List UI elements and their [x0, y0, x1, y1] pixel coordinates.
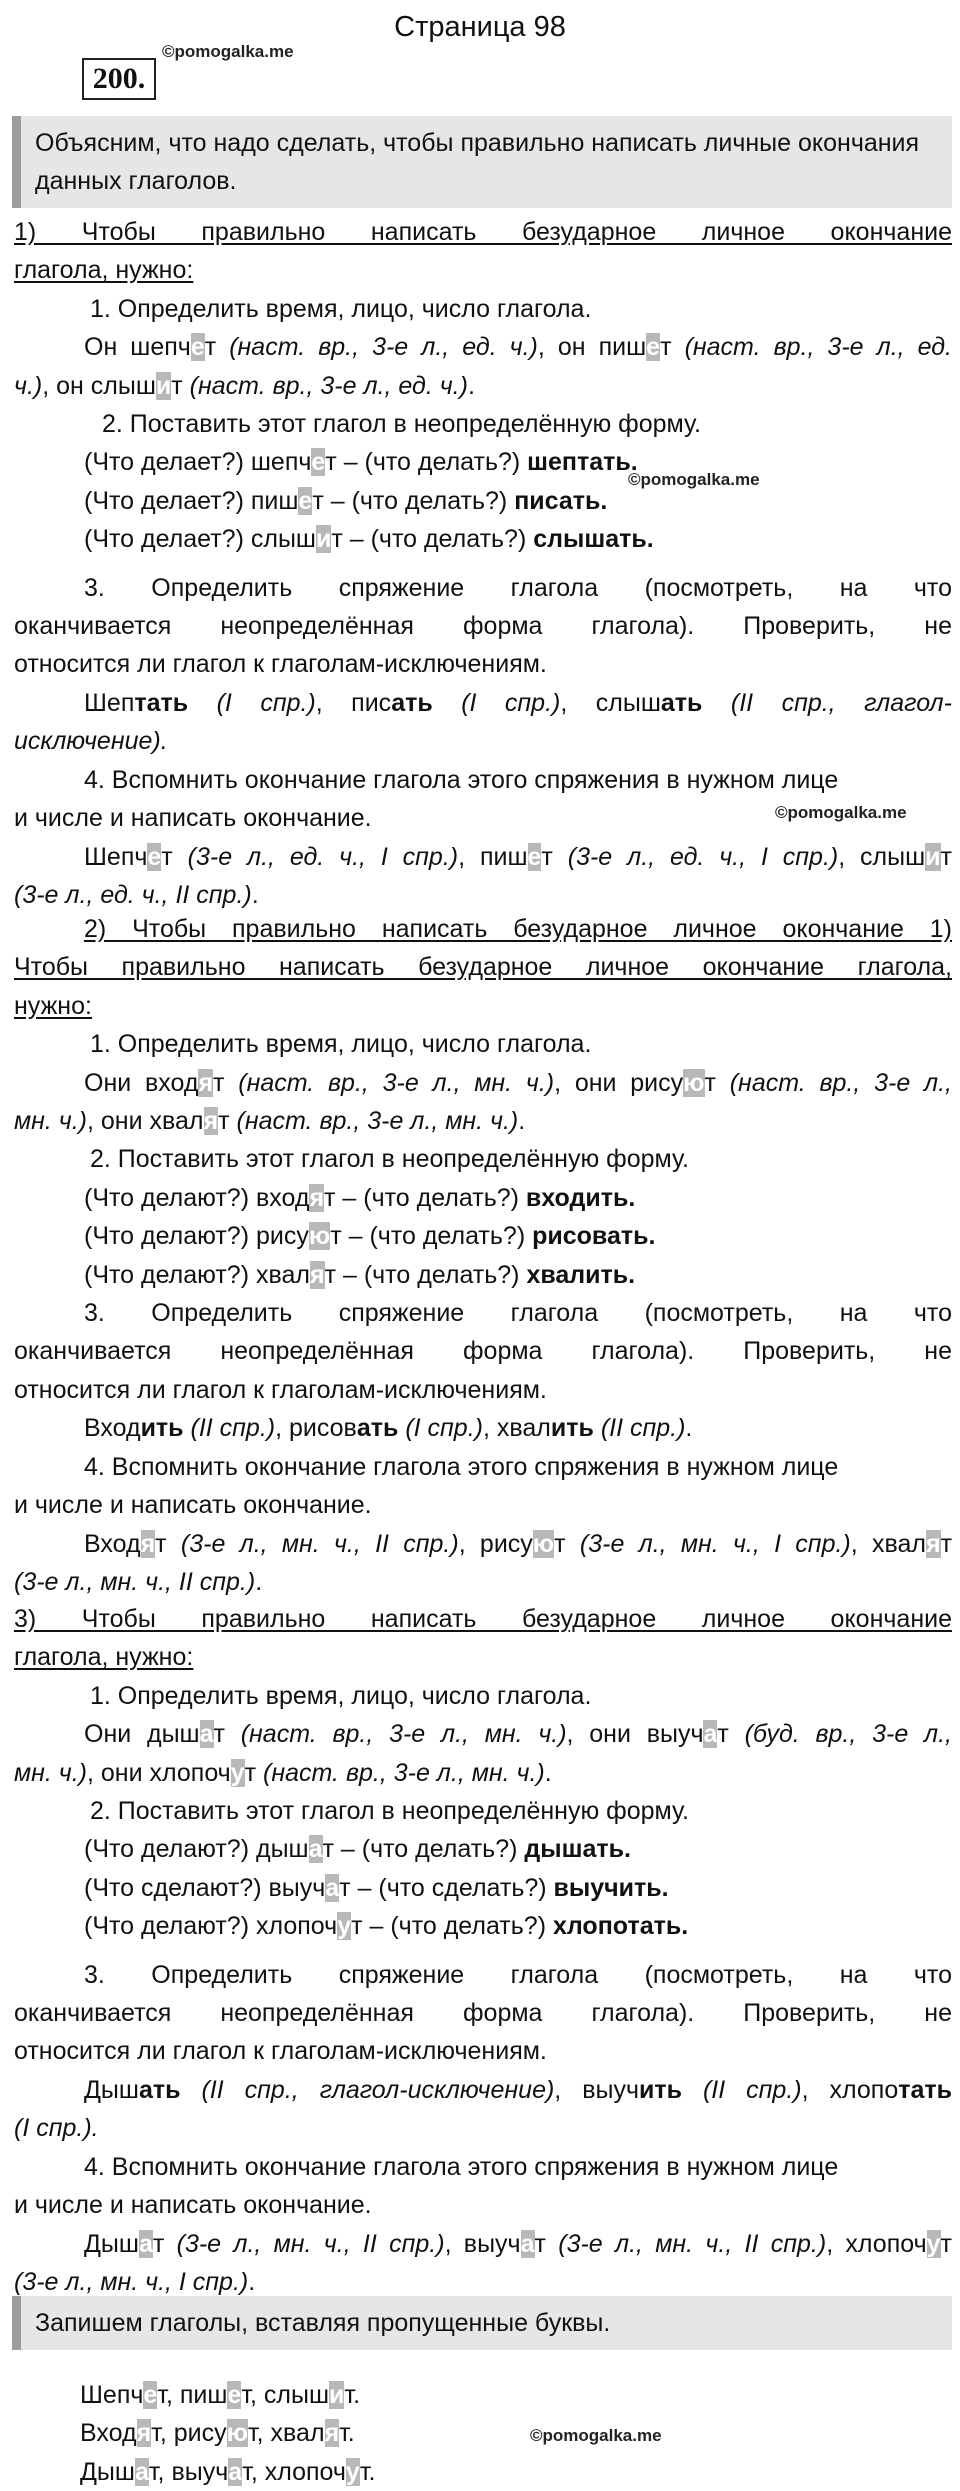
text-segment: Чтобы правильно написать безударное личное окончание глагола,: [14, 953, 952, 982]
text-segment: 3. Определить спряжение глагола (посмотреть, на что: [84, 1299, 952, 1328]
text-line: [14, 1600, 952, 1638]
text-segment: 2. Поставить этот глагол в неопределённую форму.: [90, 1145, 689, 1174]
text-segment: [181, 2076, 202, 2104]
highlighted-letter: е: [147, 842, 162, 871]
highlighted-letter: е: [143, 2381, 158, 2409]
bold-text: ать: [660, 688, 703, 717]
spacer: [14, 1946, 952, 1956]
text-segment: Шеп: [84, 688, 135, 717]
italic-note: (3-е л., мн. ч., II спр.): [558, 2229, 827, 2258]
text-segment: , пис: [315, 688, 392, 717]
bold-text: слышать.: [533, 525, 654, 554]
highlighted-letter: я: [309, 1260, 325, 1289]
text-line: [14, 1956, 952, 1994]
text-line: [14, 290, 952, 328]
text-segment: 3. Определить спряжение глагола (посмотреть, на что: [84, 573, 952, 602]
text-segment: и числе и написать окончание.: [14, 1491, 372, 1520]
final-box-text: Запишем глаголы, вставляя пропущенные буквы.: [35, 2309, 611, 2337]
text-segment: 2. Поставить этот глагол в неопределённую форму.: [90, 1797, 689, 1826]
text-line: [14, 2148, 952, 2186]
watermark: ©pomogalka.me: [162, 42, 294, 61]
text-line: [14, 405, 952, 443]
text-segment: Вход: [84, 1529, 141, 1558]
watermark: ©pomogalka.me: [775, 803, 907, 822]
text-line: [14, 328, 952, 366]
text-segment: (Что делает?) слыш: [84, 525, 316, 554]
text-segment: , они рису: [554, 1068, 684, 1097]
text-line: [14, 1448, 952, 1486]
final-box: [12, 2296, 952, 2350]
highlighted-letter: и: [155, 371, 172, 400]
text-line: [14, 1525, 952, 1563]
text-segment: , пиш: [458, 842, 528, 871]
highlighted-letter: я: [198, 1068, 214, 1097]
text-line: [14, 1102, 952, 1140]
text-segment: оканчивается неопределённая форма глагола). Проверить, не: [14, 1999, 952, 2028]
highlighted-letter: а: [520, 2229, 535, 2258]
text-segment: Вход: [80, 2419, 137, 2448]
text-segment: 3. Определить спряжение глагола (посмотреть, на что: [84, 1960, 952, 1989]
text-segment: Дыш: [84, 2075, 139, 2104]
text-segment: , он слыш: [42, 371, 156, 400]
text-segment: глагола, нужно:: [14, 256, 194, 285]
exercise-number: 200.: [82, 58, 156, 100]
text-segment: [433, 689, 461, 717]
text-line: [14, 2071, 952, 2109]
bold-text: выучить.: [553, 1873, 669, 1902]
bold-text: ать: [356, 1414, 399, 1443]
text-line: [14, 2225, 952, 2263]
text-segment: (Что делает?) шепч: [84, 448, 312, 477]
text-line: [14, 251, 952, 289]
text-segment: (Что делают?) дыш: [84, 1835, 309, 1864]
italic-note: (наст. вр., 3-е л., мн. ч.): [240, 1720, 567, 1749]
highlighted-letter: ю: [683, 1068, 705, 1097]
text-segment: т: [940, 1529, 953, 1558]
text-line: [14, 482, 952, 520]
text-line: [14, 1179, 952, 1217]
italic-note: (наст. вр., 3-е л., мн. ч.): [263, 1758, 545, 1787]
text-segment: .: [255, 1567, 263, 1596]
highlighted-letter: у: [345, 2457, 360, 2486]
highlighted-letter: и: [925, 842, 941, 871]
highlighted-letter: я: [136, 2419, 152, 2448]
text-segment: т: [213, 1720, 241, 1749]
highlighted-letter: и: [315, 525, 332, 554]
text-segment: Дыш: [84, 2229, 139, 2258]
text-line: [14, 910, 952, 948]
text-segment: т – (что делать?): [324, 1260, 527, 1289]
text-segment: (Что делают?) вход: [84, 1183, 310, 1212]
answer-line: [80, 2414, 375, 2452]
text-line: [14, 876, 952, 914]
text-segment: оканчивается неопределённая форма глагола). Проверить, не: [14, 1337, 952, 1366]
highlighted-letter: ю: [308, 1222, 331, 1251]
highlighted-letter: ю: [226, 2419, 248, 2448]
text-segment: , рису: [458, 1529, 533, 1558]
text-segment: т.: [344, 2381, 361, 2409]
text-segment: т.: [359, 2457, 376, 2486]
italic-note: (3-е л., ед. ч., II спр.): [14, 880, 252, 909]
text-segment: .: [467, 371, 475, 400]
highlighted-letter: а: [703, 1720, 718, 1749]
text-line: [14, 645, 952, 683]
text-segment: т: [554, 1529, 580, 1558]
answer-line: [80, 2376, 375, 2414]
text-segment: и числе и написать окончание.: [14, 2191, 372, 2220]
text-segment: и числе и написать окончание.: [14, 804, 372, 833]
italic-note: (3-е л., мн. ч., I спр.): [579, 1529, 851, 1558]
text-segment: [184, 1414, 191, 1442]
italic-note: (наст. вр., 3-е л., мн. ч.): [238, 1068, 555, 1097]
italic-note: (наст. вр., 3-е л.,: [729, 1068, 952, 1097]
text-segment: Они вход: [84, 1068, 199, 1097]
italic-note: (II спр., глагол-: [730, 688, 952, 717]
text-segment: т: [717, 1720, 745, 1749]
italic-note: (II спр.): [600, 1414, 686, 1443]
italic-note: (I спр.).: [14, 2114, 99, 2143]
text-segment: (Что делает?) пиш: [84, 486, 299, 515]
italic-note: (I спр.): [405, 1414, 483, 1443]
text-line: [14, 1409, 952, 1447]
italic-note: (буд. вр., 3-е л.,: [744, 1720, 952, 1749]
text-segment: 2) Чтобы правильно написать безударное личное окончание 1): [84, 915, 952, 943]
watermark: ©pomogalka.me: [628, 470, 760, 489]
text-segment: Он шепч: [84, 333, 191, 362]
italic-note: (наст. вр., 3-е л., ед. ч.): [189, 371, 468, 400]
text-segment: (Что делают?) хлопоч: [84, 1912, 338, 1941]
text-line: [14, 722, 952, 760]
bold-text: ить: [550, 1414, 594, 1443]
text-segment: т: [155, 1529, 181, 1558]
text-segment: т.: [339, 2419, 355, 2448]
text-segment: т: [204, 333, 230, 362]
italic-note: мн. ч.): [14, 1107, 87, 1136]
watermark: ©pomogalka.me: [530, 2426, 662, 2445]
text-segment: , они хвал: [87, 1107, 204, 1136]
text-segment: Дыш: [80, 2457, 135, 2486]
italic-note: (3-е л., ед. ч., I спр.): [567, 842, 839, 871]
highlighted-letter: а: [134, 2457, 149, 2486]
text-line: [14, 1830, 952, 1868]
section-3: [14, 1600, 952, 2301]
section-2: [14, 910, 952, 1601]
text-line: [14, 213, 952, 251]
highlighted-letter: у: [230, 1758, 245, 1787]
text-line: [14, 1217, 952, 1255]
highlighted-letter: а: [228, 2457, 243, 2486]
spacer: [14, 559, 952, 569]
text-segment: т: [940, 842, 952, 871]
italic-note: (3-е л., мн. ч., II спр.): [176, 2229, 445, 2258]
text-segment: [682, 2076, 703, 2104]
bold-text: дышать.: [524, 1835, 631, 1864]
text-segment: т: [704, 1068, 730, 1097]
text-segment: , рисов: [275, 1414, 357, 1443]
text-segment: т – (что делать?): [312, 486, 515, 515]
text-line: [14, 1869, 952, 1907]
text-line: [14, 1792, 952, 1830]
text-segment: т: [244, 1758, 264, 1787]
text-line: [14, 607, 952, 645]
text-line: [14, 838, 952, 876]
bold-text: тать: [134, 688, 189, 717]
highlighted-letter: я: [140, 1529, 156, 1558]
highlighted-letter: я: [203, 1107, 219, 1136]
text-segment: , он пиш: [537, 333, 647, 362]
italic-note: ч.): [14, 371, 43, 400]
italic-note: (II спр., глагол-исключение): [201, 2075, 555, 2104]
text-line: [14, 443, 952, 481]
text-line: [14, 1064, 952, 1102]
bold-text: шептать.: [527, 448, 638, 477]
text-segment: т: [660, 333, 685, 362]
text-line: [14, 2109, 952, 2147]
text-line: [14, 1486, 952, 1524]
text-segment: , слыш: [838, 842, 926, 871]
text-segment: , слыш: [560, 688, 661, 717]
text-segment: относится ли глагол к глаголам-исключениям.: [14, 1375, 547, 1404]
text-line: [14, 520, 952, 558]
highlighted-letter: я: [309, 1183, 325, 1212]
italic-note: (II спр.): [190, 1414, 276, 1443]
bold-text: ить: [140, 1414, 184, 1443]
text-segment: т: [541, 842, 568, 871]
highlighted-letter: и: [329, 2381, 345, 2409]
bold-text: ать: [391, 688, 433, 717]
italic-note: (II спр.): [702, 2075, 802, 2104]
italic-note: (3-е л., мн. ч., II спр.): [180, 1529, 459, 1558]
text-line: [14, 1256, 952, 1294]
highlighted-letter: е: [527, 842, 542, 871]
page-title: Страница 98: [394, 11, 566, 43]
text-segment: .: [544, 1758, 552, 1787]
text-line: [14, 1563, 952, 1601]
text-segment: , они хлопоч: [87, 1758, 231, 1787]
intro-box: [12, 116, 952, 208]
bold-text: писать.: [514, 486, 608, 515]
text-segment: Шепч: [84, 842, 148, 871]
highlighted-letter: е: [227, 2381, 242, 2409]
text-segment: т – (что делать?): [325, 448, 528, 477]
italic-note: (3-е л., мн. ч., I спр.): [14, 2267, 249, 2296]
text-segment: Они дыш: [84, 1720, 200, 1749]
text-line: [14, 1677, 952, 1715]
text-segment: 4. Вспомнить окончание глагола этого спряжения в нужном лице: [84, 765, 839, 794]
text-segment: 4. Вспомнить окончание глагола этого спряжения в нужном лице: [84, 2152, 839, 2181]
answer-line: [80, 2453, 375, 2491]
italic-note: (наст. вр., 3-е л., мн. ч.): [236, 1107, 519, 1136]
bold-text: хлопотать.: [552, 1912, 689, 1941]
text-line: [14, 2032, 952, 2070]
text-segment: .: [251, 880, 259, 909]
italic-note: исключение).: [14, 727, 168, 756]
italic-note: (3-е л., ед. ч., I спр.): [187, 842, 459, 871]
highlighted-letter: а: [138, 2229, 153, 2258]
text-line: [14, 684, 952, 722]
text-segment: глагола, нужно:: [14, 1643, 194, 1672]
text-line: [14, 367, 952, 405]
text-segment: (Что сделают?) выуч: [84, 1873, 326, 1902]
bold-text: тать: [898, 2075, 952, 2104]
highlighted-letter: а: [308, 1835, 323, 1864]
bold-text: хвалить.: [526, 1260, 636, 1289]
text-line: [14, 1907, 952, 1945]
text-segment: т – (что делать?): [351, 1912, 553, 1941]
text-segment: т – (что делать?): [331, 525, 534, 554]
text-segment: Шепч: [80, 2381, 144, 2409]
text-line: [14, 1025, 952, 1063]
text-segment: нужно:: [14, 991, 92, 1020]
bold-text: входить.: [525, 1183, 636, 1212]
text-segment: , выуч: [554, 2075, 639, 2104]
text-segment: , хвал: [850, 1529, 926, 1558]
text-segment: т, слыш: [241, 2381, 330, 2409]
text-segment: 4. Вспомнить окончание глагола этого спряжения в нужном лице: [84, 1452, 839, 1481]
text-segment: т – (что делать?): [324, 1183, 526, 1212]
highlighted-letter: а: [325, 1873, 340, 1902]
text-segment: относится ли глагол к глаголам-исключениям.: [14, 2037, 547, 2066]
text-segment: (Что делают?) рису: [84, 1222, 309, 1251]
text-segment: , выуч: [444, 2229, 521, 2258]
text-segment: Вход: [84, 1414, 141, 1443]
text-line: [14, 948, 952, 986]
text-line: [14, 1994, 952, 2032]
text-segment: .: [248, 2267, 256, 2296]
text-line: [14, 1715, 952, 1753]
text-segment: 1. Определить время, лицо, число глагола.: [90, 294, 592, 323]
text-segment: 1. Определить время, лицо, число глагола.: [90, 1681, 592, 1710]
highlighted-letter: е: [311, 448, 326, 477]
highlighted-letter: я: [925, 1529, 941, 1558]
text-segment: .: [685, 1414, 693, 1443]
text-line: [14, 2186, 952, 2224]
text-segment: т: [940, 2229, 952, 2258]
text-segment: [188, 689, 216, 717]
highlighted-letter: у: [926, 2229, 941, 2258]
highlighted-letter: а: [199, 1720, 214, 1749]
text-segment: т: [152, 2229, 177, 2258]
text-segment: , хлопо: [801, 2075, 899, 2104]
text-segment: т, хвал: [247, 2419, 325, 2448]
text-line: [14, 761, 952, 799]
text-line: [14, 1140, 952, 1178]
highlighted-letter: е: [646, 333, 661, 362]
bold-text: ать: [138, 2075, 181, 2104]
text-segment: , хвал: [482, 1414, 551, 1443]
answers: [80, 2376, 375, 2491]
text-segment: 1) Чтобы правильно написать безударное личное окончание: [14, 218, 952, 246]
italic-note: (наст. вр., 3-е л., ед.: [684, 333, 952, 362]
text-segment: т: [534, 2229, 559, 2258]
text-segment: оканчивается неопределённая форма глагола). Проверить, не: [14, 612, 952, 641]
text-line: [14, 1294, 952, 1332]
italic-note: (I спр.): [216, 688, 316, 717]
text-segment: .: [518, 1107, 526, 1136]
intro-text: Объясним, что надо сделать, чтобы правильно написать личные окончания данных глаголов.: [35, 129, 920, 195]
text-segment: т, выуч: [148, 2457, 229, 2486]
highlighted-letter: ю: [532, 1529, 555, 1558]
text-segment: т, пиш: [157, 2381, 228, 2409]
highlighted-letter: е: [190, 333, 205, 362]
bold-text: рисовать.: [532, 1222, 656, 1251]
text-segment: т – (что сделать?): [339, 1873, 554, 1902]
italic-note: (3-е л., мн. ч., II спр.): [14, 1567, 256, 1596]
text-line: [14, 1371, 952, 1409]
highlighted-letter: е: [298, 486, 313, 515]
text-line: [14, 569, 952, 607]
text-segment: т, рису: [151, 2419, 227, 2448]
text-line: [14, 1638, 952, 1676]
highlighted-letter: у: [337, 1912, 352, 1941]
text-segment: относится ли глагол к глаголам-исключениям.: [14, 650, 547, 679]
text-segment: (Что делают?) хвал: [84, 1260, 310, 1289]
text-segment: , они выуч: [566, 1720, 704, 1749]
highlighted-letter: я: [324, 2419, 340, 2448]
text-segment: т, хлопоч: [242, 2457, 346, 2486]
text-segment: 1. Определить время, лицо, число глагола.: [90, 1030, 592, 1059]
text-segment: 3) Чтобы правильно написать безударное личное окончание: [14, 1605, 952, 1633]
text-line: [14, 987, 952, 1025]
italic-note: мн. ч.): [14, 1758, 87, 1787]
italic-note: (I спр.): [461, 688, 561, 717]
text-line: [14, 1332, 952, 1370]
text-segment: 2. Поставить этот глагол в неопределённую форму.: [102, 410, 701, 439]
text-segment: т – (что делать?): [330, 1222, 533, 1251]
text-segment: т: [213, 1068, 239, 1097]
text-segment: , хлопоч: [826, 2229, 927, 2258]
italic-note: (наст. вр., 3-е л., ед. ч.): [229, 333, 538, 362]
text-segment: т: [171, 371, 190, 400]
text-segment: [702, 689, 730, 717]
text-segment: т: [161, 842, 188, 871]
text-line: [14, 1754, 952, 1792]
text-segment: т: [218, 1107, 237, 1136]
bold-text: ить: [639, 2075, 682, 2104]
text-segment: т – (что делать?): [322, 1835, 525, 1864]
text-segment: [594, 1414, 601, 1442]
